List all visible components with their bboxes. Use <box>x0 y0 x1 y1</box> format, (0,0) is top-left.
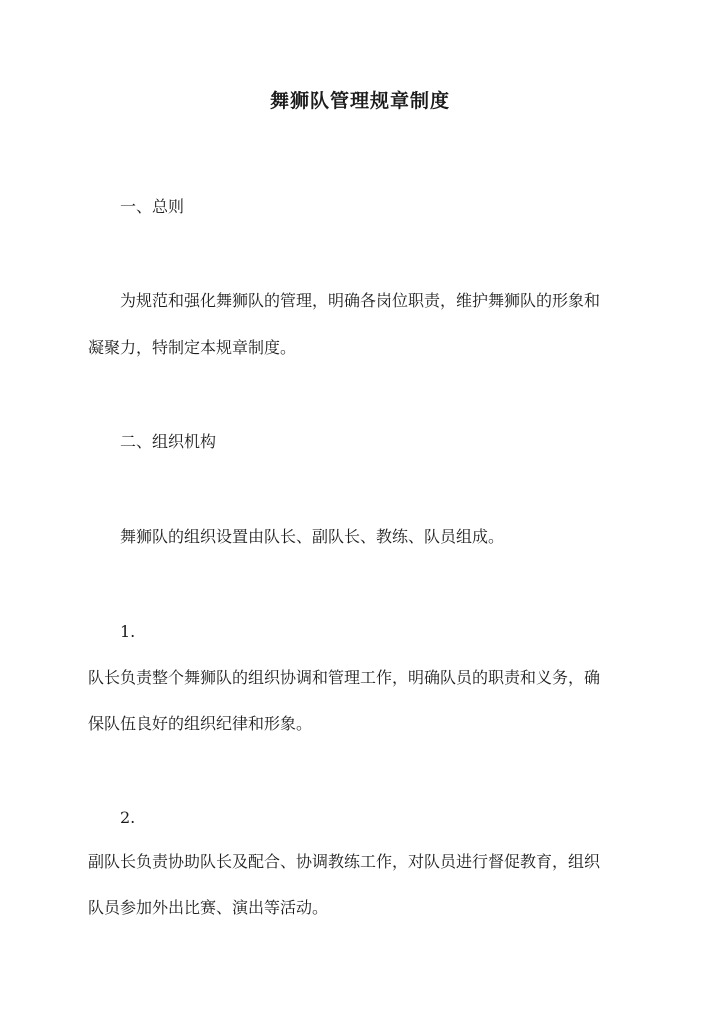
paragraph-line: 为规范和强化舞狮队的管理，明确各岗位职责，维护舞狮队的形象和 <box>120 291 601 310</box>
document-title: 舞狮队管理规章制度 <box>269 90 450 112</box>
list-item-line: 队长负责整个舞狮队的组织协调和管理工作，明确队员的职责和义务，确 <box>88 668 601 687</box>
list-item-line: 队员参加外出比赛、演出等活动。 <box>88 898 329 917</box>
section-heading-organization: 二、组织机构 <box>120 432 217 451</box>
paragraph-line: 舞狮队的组织设置由队长、副队长、教练、队员组成。 <box>120 527 505 546</box>
list-item-line: 副队长负责协助队长及配合、协调教练工作，对队员进行督促教育，组织 <box>88 852 601 871</box>
list-item-line: 保队伍良好的组织纪律和形象。 <box>88 714 313 733</box>
paragraph-line: 凝聚力，特制定本规章制度。 <box>88 338 297 357</box>
list-item-number: 1. <box>120 622 136 641</box>
list-item-number: 2. <box>120 808 136 827</box>
section-heading-general: 一、总则 <box>120 197 185 216</box>
